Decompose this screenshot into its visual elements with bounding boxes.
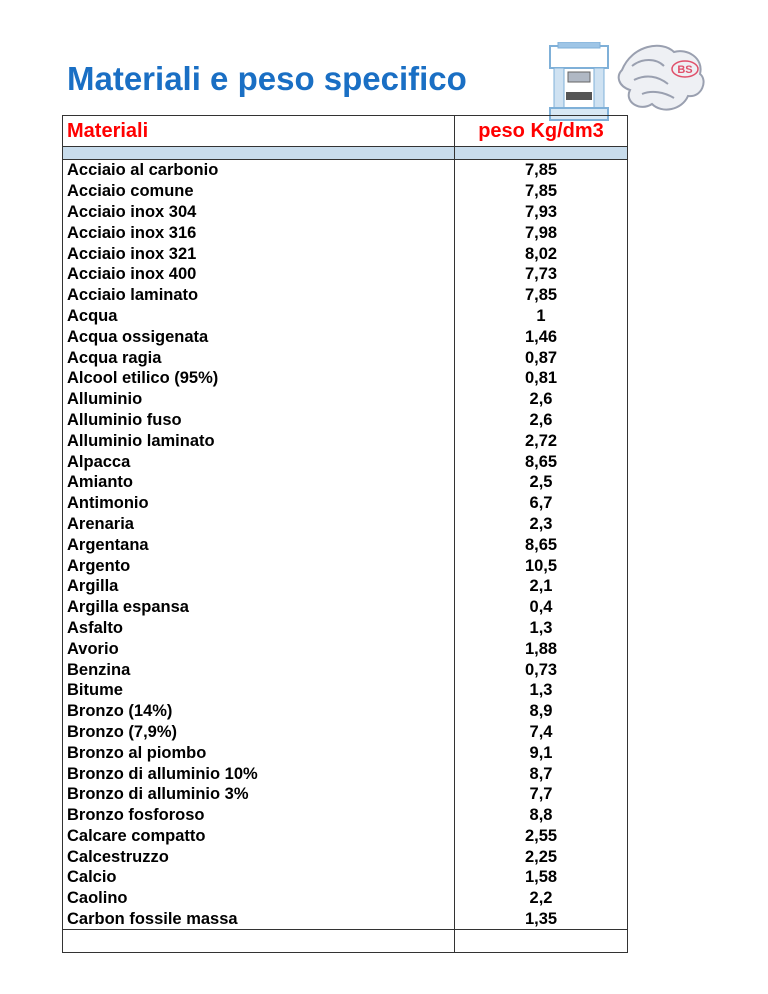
- material-weight: 8,9: [455, 701, 628, 722]
- table-row: [63, 430, 628, 451]
- table-row: [63, 222, 628, 243]
- material-name: Acciaio inox 316: [63, 222, 455, 243]
- material-name: Calcestruzzo: [63, 846, 455, 867]
- material-weight: 2,6: [455, 389, 628, 410]
- table-row: [63, 680, 628, 701]
- material-weight: 2,3: [455, 514, 628, 535]
- material-weight: 8,7: [455, 763, 628, 784]
- table-row: [63, 618, 628, 639]
- table-row: [63, 326, 628, 347]
- page-title: Materiali e peso specifico: [67, 60, 467, 97]
- material-name: Caolino: [63, 888, 455, 909]
- material-name: Bitume: [63, 680, 455, 701]
- header-materials: Materiali: [63, 116, 455, 147]
- table-row: [63, 472, 628, 493]
- table-row: [63, 306, 628, 327]
- table-row: [63, 742, 628, 763]
- material-name: Bronzo di alluminio 10%: [63, 763, 455, 784]
- table-row: [63, 514, 628, 535]
- material-weight: 2,6: [455, 410, 628, 431]
- material-name: Bronzo fosforoso: [63, 805, 455, 826]
- material-name: Alcool etilico (95%): [63, 368, 455, 389]
- table-row: [63, 722, 628, 743]
- material-name: Bronzo al piombo: [63, 742, 455, 763]
- material-name: Bronzo (14%): [63, 701, 455, 722]
- material-name: Acciaio laminato: [63, 285, 455, 306]
- table-row: [63, 347, 628, 368]
- material-name: Alluminio fuso: [63, 410, 455, 431]
- material-weight: 1: [455, 306, 628, 327]
- table-row: [63, 555, 628, 576]
- table-row: [63, 410, 628, 431]
- table-row: [63, 597, 628, 618]
- lion-logo: [612, 40, 712, 118]
- material-name: Antimonio: [63, 493, 455, 514]
- material-weight: 1,35: [455, 909, 628, 930]
- material-weight: 0,4: [455, 597, 628, 618]
- material-weight: 2,1: [455, 576, 628, 597]
- material-name: Benzina: [63, 659, 455, 680]
- material-weight: 10,5: [455, 555, 628, 576]
- material-weight: 0,87: [455, 347, 628, 368]
- material-name: Calcio: [63, 867, 455, 888]
- material-weight: 8,65: [455, 451, 628, 472]
- material-name: Alluminio laminato: [63, 430, 455, 451]
- material-weight: 1,58: [455, 867, 628, 888]
- material-name: Asfalto: [63, 618, 455, 639]
- material-weight: 1,3: [455, 618, 628, 639]
- material-weight: 7,4: [455, 722, 628, 743]
- material-weight: 7,7: [455, 784, 628, 805]
- table-row: [63, 826, 628, 847]
- table-row: [63, 389, 628, 410]
- material-weight: 9,1: [455, 742, 628, 763]
- material-weight: 8,8: [455, 805, 628, 826]
- table-row: [63, 264, 628, 285]
- materials-table: [62, 115, 628, 953]
- table-row: [63, 181, 628, 202]
- material-weight: 2,55: [455, 826, 628, 847]
- material-name: Argilla: [63, 576, 455, 597]
- table-row: [63, 576, 628, 597]
- empty-row: [63, 930, 628, 953]
- material-weight: 7,93: [455, 202, 628, 223]
- material-name: Acciaio comune: [63, 181, 455, 202]
- material-weight: 1,3: [455, 680, 628, 701]
- material-name: Argilla espansa: [63, 597, 455, 618]
- material-weight: 7,85: [455, 160, 628, 181]
- material-name: Carbon fossile massa: [63, 909, 455, 930]
- table-row: [63, 243, 628, 264]
- material-name: Amianto: [63, 472, 455, 493]
- material-weight: 2,2: [455, 888, 628, 909]
- table-row: [63, 285, 628, 306]
- table-row: [63, 534, 628, 555]
- material-name: Acqua ossigenata: [63, 326, 455, 347]
- material-name: Acqua: [63, 306, 455, 327]
- material-name: Argentana: [63, 534, 455, 555]
- material-weight: 2,72: [455, 430, 628, 451]
- material-weight: 1,88: [455, 638, 628, 659]
- table-row: [63, 763, 628, 784]
- table-row: [63, 638, 628, 659]
- table-row: [63, 368, 628, 389]
- material-weight: 8,02: [455, 243, 628, 264]
- table-row: [63, 846, 628, 867]
- material-name: Acciaio inox 304: [63, 202, 455, 223]
- material-weight: 0,81: [455, 368, 628, 389]
- material-weight: 8,65: [455, 534, 628, 555]
- material-weight: 0,73: [455, 659, 628, 680]
- table-row: [63, 160, 628, 181]
- table-row: [63, 451, 628, 472]
- table-row: [63, 867, 628, 888]
- material-weight: 2,5: [455, 472, 628, 493]
- header-spacer-row: [63, 147, 628, 160]
- material-weight: 1,46: [455, 326, 628, 347]
- table-row: [63, 202, 628, 223]
- material-name: Avorio: [63, 638, 455, 659]
- material-name: Acciaio al carbonio: [63, 160, 455, 181]
- material-weight: 7,85: [455, 285, 628, 306]
- material-name: Acciaio inox 400: [63, 264, 455, 285]
- material-weight: 7,85: [455, 181, 628, 202]
- material-name: Argento: [63, 555, 455, 576]
- material-weight: 7,73: [455, 264, 628, 285]
- material-name: Bronzo (7,9%): [63, 722, 455, 743]
- material-weight: 6,7: [455, 493, 628, 514]
- table-row: [63, 701, 628, 722]
- table-row: [63, 493, 628, 514]
- material-name: Alluminio: [63, 389, 455, 410]
- material-weight: 7,98: [455, 222, 628, 243]
- material-name: Calcare compatto: [63, 826, 455, 847]
- logo-text: BS: [677, 64, 693, 76]
- material-weight: 2,25: [455, 846, 628, 867]
- press-machine-logo: [548, 42, 610, 122]
- table-row: [63, 909, 628, 930]
- table-row: [63, 888, 628, 909]
- material-name: Arenaria: [63, 514, 455, 535]
- table-row: [63, 805, 628, 826]
- material-name: Acciaio inox 321: [63, 243, 455, 264]
- material-name: Bronzo di alluminio 3%: [63, 784, 455, 805]
- table-row: [63, 659, 628, 680]
- header-weight: peso Kg/dm3: [455, 116, 628, 147]
- material-name: Alpacca: [63, 451, 455, 472]
- material-name: Acqua ragia: [63, 347, 455, 368]
- table-row: [63, 784, 628, 805]
